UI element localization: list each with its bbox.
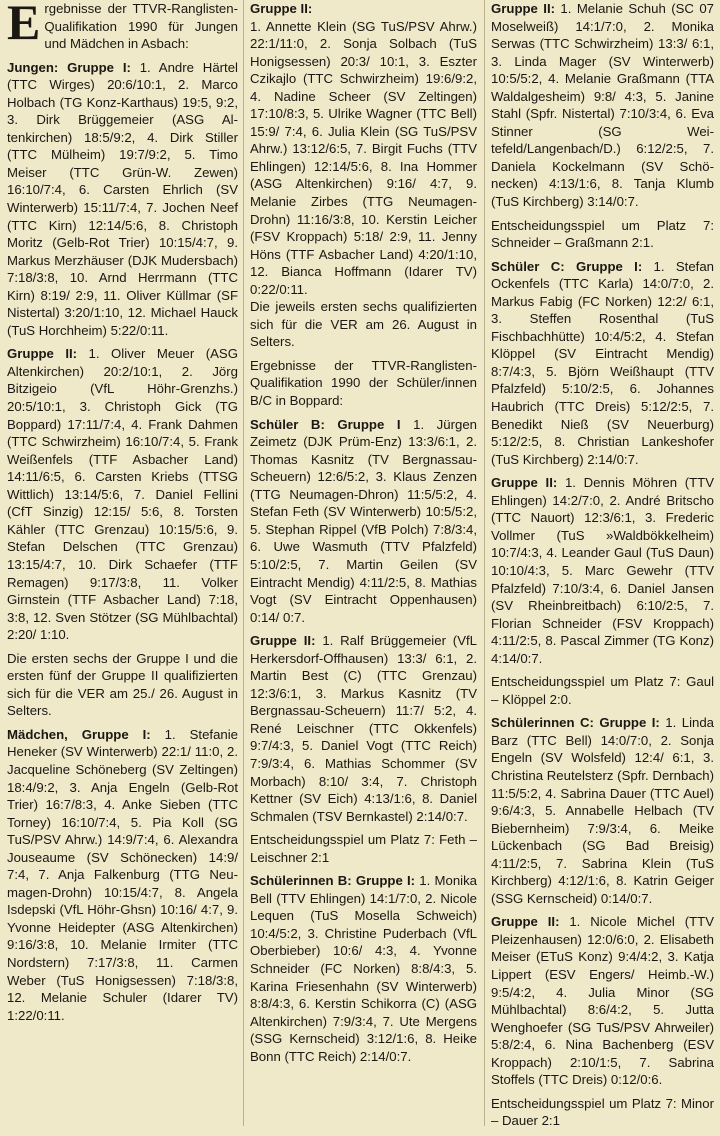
decision-match: Entscheidungsspiel um Platz 7: Minor – Dauer 2:1 xyxy=(491,1095,714,1129)
section-heading: Gruppe II: xyxy=(491,475,558,491)
section-heading: Gruppe II: xyxy=(250,1,313,16)
schuelerinnen-b-gruppe-2: Gruppe II: 1. Melanie Schuh (SC 07 Moselweiß) 14:1/7:0, 2. Monika Serwas (TTC Schwirzheim) 13:3/ 6:1, 3. Linda Mager (SV Winterwerb) 10:5/5:2, 4. Melanie Graßmann (TTA Waldalgesheim) 9:8/ 4:3, 5. Janine Stahl (Spfr. Nistertal) 7:10/3:4, 6. Eva Stinner (SG Weitefeld/Langenbach/D.) 6:12/2:5, 7. Daniela Kockelmann (SV Schönecken) 4:13/1:6, 8. Tanja Klumb (TuS Kirchberg) 3:14/0:7. xyxy=(491,1,714,210)
maedchen-gruppe-2: 1. Annette Klein (SG TuS/PSV Ahrw.) 22:1/11:0, 2. Sonja Solbach (TuS Honigsessen) 20:3/ 10:1, 3. Eszter Czikajlo (TTC Schwirzheim) 19:6/9:2, 4. Nadine Scheer (SV Zeltingen) 17:10/8:3, 5. Ulrike Wagner (TTC Bell) 15:9/ 7:4, 6. Julia Klein (SG TuS/PSV Ahrw.) 13:12/6:5, 7. Birgit Fuchs (TTV Ehlingen) 12:14/5:6, 8. Ina Hommer (ASG Altenkirchen) 9:16/ 4:7, 9. Melanie Zirbes (TTG Neumagen-Drohn) 11:16/3:8, 10. Kerstin Leicher (FSV Kroppach) 5:18/ 2:9, 11. Jenny Höns (TTF Asbacher Land) 4:20/1:10, 12. Bianca Hoffmann (Idarer TV) 0:22/0:11. xyxy=(250,18,477,297)
schueler-b-gruppe-2: Gruppe II: 1. Ralf Brüggemeier (VfL Herkersdorf-Offhausen) 13:3/ 6:1, 2. Martin Best (C) (TTC Grenzau) 12:3/6:1, 3. Markus Kasnitz (TV Bergnassau-Scheuern) 11:7/ 5:2, 4. René Leischner (TTC Okkenfels) 9:7/4:3, 5. Daniel Vogt (TTC Reich) 7:9/3:4, 6. Mathias Schommer (SV Morbach) 8:10/ 3:4, 7. Christoph Kettner (SV Eich) 4:13/1:6, 8. Daniel Schmalen (TSV Bernkastel) 2:14/0:7. xyxy=(250,633,477,824)
maedchen-gruppe-1: Mädchen, Gruppe I: 1. Stefanie Heneker (SV Winterwerb) 22:1/ 11:0, 2. Jacqueline Schöneberg (SV Zeltingen) 18:4/9:2, 3. Anja Engeln (Gelb-Rot Trier) 16:7/8:3, 4. Anke Sieben (TTC Torney) 16:10/7:4, 5. Pia Koll (SG TuS/PSV Ahrw.) 14:9/7:4, 6. Alexandra Jouseaume (SV Schönecken) 14:9/ 7:4, 7. Anja Falkenburg (TTG Neumagen-Drohn) 10:15/4:7, 8. Angela Isdepski (VfL Höhr-Ghsn) 10:16/ 4:7, 9. Yvonne Heidepter (ASG Altenkirchen) 9:16/3:8, 10. Melanie Irmiter (TTC Nordstern) 7:17/3:8, 11. Carmen Weber (TuS Honigsessen) 7:18/3:8, 12. Melanie Schuler (Idarer TV) 1:22/0:11. xyxy=(7,726,238,1023)
jungen-gruppe-1: Jungen: Gruppe I: 1. Andre Härtel (TTC Wirges) 20:6/10:1, 2. Marco Holbach (TG Konz-Karthaus) 19:5, 9:2, 3. Dirk Brüggemeier (ASG Altenkirchen) 18:5/9:2, 4. Dirk Stiller (TTC Mülheim) 19:7/9:2, 5. Timo Meiser (TTC Grün-W. Zewen) 16:10/7:4, 6. Carsten Ehrlich (SV Winterwerb) 15:11/7:4, 7. Jochen Neef (TTC Kirn) 12:14/5:6, 8. Christoph Moritz (Gelb-Rot Trier) 10:15/4:7, 9. Markus Merzhäuser (DJK Mudersbach) 7:18/3:8, 10. Arnd Herrmann (TTC Kirn) 8:19/ 2:9, 11. Oliver Küllmar (SF Nistertal) 3:20/1:10, 12. Michael Hauck (TuS Horchheim) 5:22/0:11. xyxy=(7,59,238,338)
intro-boppard: Ergebnisse der TTVR-Ranglisten-Qualifikation 1990 der Schüler/innen B/C in Boppard: xyxy=(250,357,477,409)
qualification-note: Die ersten sechs der Gruppe I und die ersten fünf der Gruppe II qualifizierten sich für die VER am 25./ 26. August in Selters. xyxy=(7,650,238,719)
section-heading: Schüler C: Gruppe I: xyxy=(491,258,643,274)
decision-match: Entscheidungsspiel um Platz 7: Schneider – Graßmann 2:1. xyxy=(491,217,714,251)
drop-cap: E xyxy=(7,0,41,50)
section-heading: Gruppe II: xyxy=(7,346,78,362)
column-divider xyxy=(243,0,244,1126)
section-heading: Gruppe II: xyxy=(491,1,556,16)
section-heading: Schülerinnen C: Gruppe I: xyxy=(491,715,660,731)
schueler-c-gruppe-2: Gruppe II: 1. Dennis Möhren (TTV Ehlingen) 14:2/7:0, 2. André Britscho (TTC Nauort) 12:3/6:1, 3. Frederic Vollmer (TuS »Waldbökkelheim) 10:7/4:3, 4. Leander Gaul (TuS Daun) 10:10/4:3, 5. Marc Gewehr (TTV Pfalzfeld) 7:10/3:4, 6. Daniel Jansen (SV Rheinbreitbach) 6:10/2:5, 7. Florian Schneider (FSV Kroppach) 4:11/2:5, 8. Pascal Zimmer (TG Konz) 4:14/0:7. xyxy=(491,475,714,666)
decision-match: Entscheidungsspiel um Platz 7: Gaul – Klöppel 2:0. xyxy=(491,674,714,707)
jungen-gruppe-2: Gruppe II: 1. Oliver Meuer (ASG Altenkirchen) 20:2/10:1, 2. Jörg Bitzigeio (VfL Höhr-Grenzhs.) 20:5/10:1, 3. Christoph Gick (TG Boppard) 17:11/7:4, 4. Frank Dahmen (TTC Schwirzheim) 16:10/7:4, 5. Frank Weißenfels (TTF Asbacher Land) 14:11/6:5, 6. Carsten Kriebs (TTSG Wittlich) 13:14/5:6, 7. Daniel Fellini (CfT Sinzig) 12:15/ 5:6, 8. Torsten Kähler (TTC Grenzau) 10:15/5:6, 9. Stefan Delschen (TTC Grenzau) 13:15/4:7, 10. Dirk Schaefer (TTF Remagen) 9:17/3:8, 11. Volker Girnstein (TTF Asbacher Land) 7:18, 3:8, 12. Sven Stötzer (SG Mühlbachtal) 2:20/ 1:10. xyxy=(7,346,238,643)
column-1 xyxy=(7,0,238,1030)
schueler-c-gruppe-1: Schüler C: Gruppe I: 1. Stefan Ockenfels (TTC Karla) 14:0/7:0, 2. Markus Fabig (FC Norken) 12:2/ 6:1, 3. Steffen Rosenthal (TuS Fischbachhütte) 10:4/5:2, 4. Stefan Klöppel (SV Eintracht Mendig) 8:7/4:3, 5. Björn Weißhaupt (TTV Pfalzfeld) 5:10/2:5, 6. Johannes Haubrich (TTC Dreis) 5:12/2:5, 7. Benedikt Nieß (SV Neuerburg) 5:12/2:5, 8. Christian Lankeshofer (TuS Kirchberg) 2:14/0:7. xyxy=(491,258,714,467)
section-heading: Mädchen, Gruppe I: xyxy=(7,726,151,742)
schuelerinnen-b-gruppe-1: Schülerinnen B: Gruppe I: 1. Monika Bell (TTV Ehlingen) 14:1/7:0, 2. Nicole Lequen (TuS Mosella Schweich) 10:4/5:2, 3. Christine Puderbach (VfL Oberbieber) 10:6/ 4:3, 4. Yvonne Schneider (FC Norken) 8:8/4:3, 5. Karina Friesenhahn (SV Winterwerb) 8:8/4:3, 6. Kerstin Schikorra (C) (ASG Altenkirchen) 7:9/3:4, 7. Ute Mergens (SSG Kernscheid) 3:12/1:6, 8. Heike Bonn (TTC Reich) 2:14/0:7. xyxy=(250,873,478,1064)
section-heading: Schüler B: Gruppe I xyxy=(250,416,401,432)
schuelerinnen-c-gruppe-1: Schülerinnen C: Gruppe I: 1. Linda Barz (TTC Bell) 14:0/7:0, 2. Sonja Engeln (SV Wolsfeld) 12:4/ 6:1, 3. Christina Reutelsterz (Spfr. Dernbach) 11:5/5:2, 4. Sabrina Dauer (TTC Auel) 9:6/4:3, 5. Annabelle Helbach (TV Biebernheim) 7:9/3:4, 6. Meike Lückenbach (SG Bad Breisig) 4:11/2:5, 7. Sabrina Klein (TuS Kirchberg) 4:12/1:6, 8. Katrin Geiger (SSG Kernscheid) 0:14/0:7. xyxy=(491,715,715,906)
column-divider xyxy=(484,0,485,1126)
section-heading: Schülerinnen B: Gruppe I: xyxy=(250,873,416,889)
schueler-b-gruppe-1: Schüler B: Gruppe I 1. Jürgen Zeimetz (DJK Prüm-Enz) 13:3/6:1, 2. Thomas Kasnitz (TV Bergnassau-Scheuern) 12:6/5:2, 3. Klaus Zenzen (TTG Neumagen-Dhron) 11:5/5:2, 4. Stefan Feth (SV Winterwerb) 10:5/5:2, 5. Stephan Rippel (VfB Polch) 7:8/3:4, 6. Uwe Wasmuth (TTV Pfalzfeld) 5:10/2:5, 7. Martin Geilen (SV Eintracht Mendig) 4:11/2:5, 8. Mathias Vogt (SV Eintracht Oppenhausen) 0:14/ 0:7. xyxy=(250,416,477,625)
section-heading: Gruppe II: xyxy=(491,914,560,930)
section-heading: Jungen: Gruppe I: xyxy=(7,59,131,75)
column-2 xyxy=(250,0,477,1071)
column-3 xyxy=(491,0,714,1136)
schuelerinnen-c-gruppe-2: Gruppe II: 1. Nicole Michel (TTV Pleizenhausen) 12:0/6:0, 2. Elisabeth Meiser (ETuS Konz) 9:4/4:2, 3. Katja Lippert (ESV Engers/ Heimb.-W.) 9:5/4:2, 4. Julia Minor (SG Mühlbachtal) 8:6/4:2, 5. Jutta Wenghoefer (SG TuS/PSV Ahrweiler) 5:8/2:4, 6. Nina Bachenberg (ESV Kroppach) 2:10/1:5, 7. Sabrina Stoffels (TTC Dreis) 0:12/0:6. xyxy=(491,914,714,1088)
intro-paragraph: Ergebnisse der TTVR-Ranglisten-Qualifikation 1990 für Jungen und Mädchen in Asbach: xyxy=(7,0,238,52)
section-heading: Gruppe II: xyxy=(250,633,316,649)
decision-match: Entscheidungsspiel um Platz 7: Feth – Leischner 2:1 xyxy=(250,832,477,865)
qualification-note: Die jeweils ersten sechs qualifizierten sich für die VER am 26. August in Selters. xyxy=(250,299,477,350)
